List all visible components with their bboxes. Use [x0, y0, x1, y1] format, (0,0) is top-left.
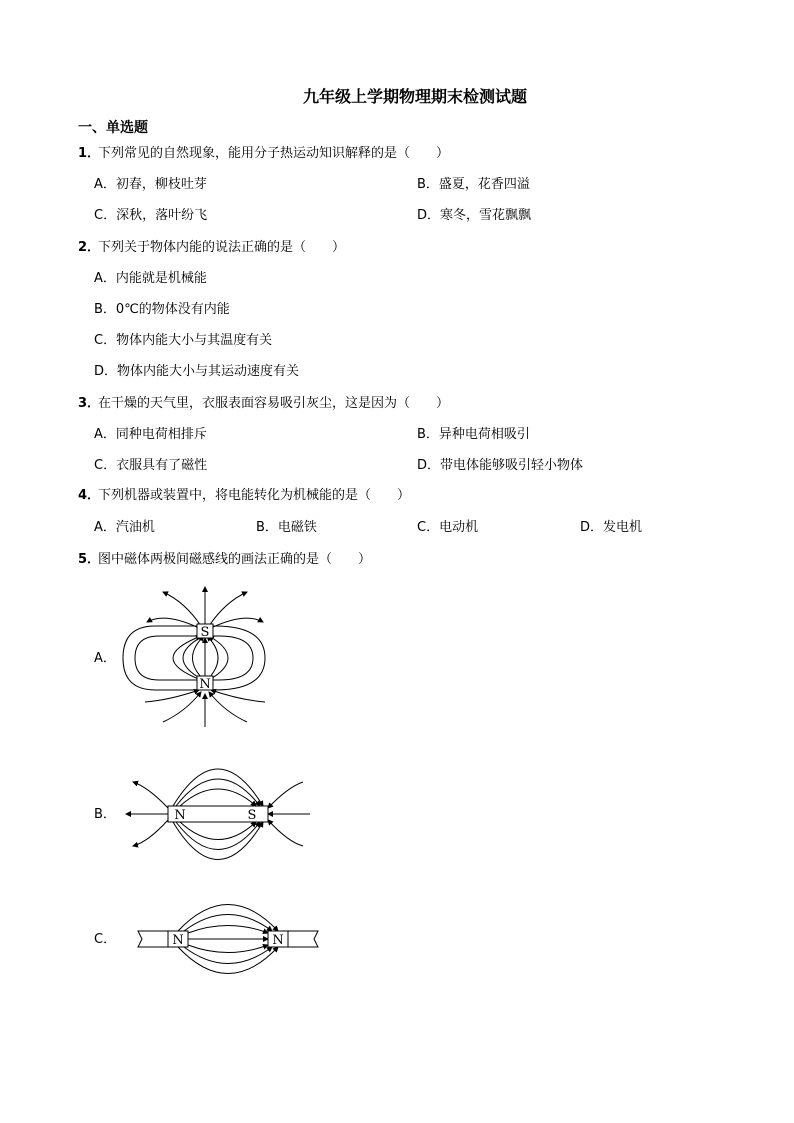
option-a: A．初春，柳枝吐芽	[94, 177, 207, 192]
question-number: 2．	[78, 240, 101, 255]
page-title: 九年级上学期物理期末检测试题	[302, 87, 527, 106]
pole-label-top: S	[200, 625, 210, 640]
option-a: A．同种电荷相排斥	[94, 427, 207, 442]
question-stem: 下列机器或装置中，将电能转化为机械能的是（ ）	[98, 488, 411, 503]
option-c: C．电动机	[417, 520, 479, 535]
magnet-inner	[135, 636, 201, 680]
question-number: 5．	[78, 552, 101, 567]
question-number: 4．	[78, 488, 101, 503]
figure-b-bar-magnet	[118, 742, 318, 892]
option-c-label: C．	[94, 932, 117, 947]
option-b: B．异种电荷相吸引	[417, 427, 530, 442]
option-d: D．寒冬，雪花飘飘	[417, 208, 532, 223]
option-a-label: A．	[94, 651, 116, 666]
pole-label-left: N	[174, 808, 186, 823]
figure-a-horseshoe-magnet	[115, 582, 275, 732]
question-stem: 图中磁体两极间磁感线的画法正确的是（ ）	[98, 552, 372, 567]
option-b-label: B．	[94, 807, 116, 822]
option-b: B．盛夏，花香四溢	[417, 177, 530, 192]
option-b: B．电磁铁	[256, 520, 317, 535]
option-d: D．物体内能大小与其运动速度有关	[94, 364, 300, 379]
option-c: C．深秋，落叶纷飞	[94, 208, 208, 223]
option-d: D．发电机	[580, 520, 643, 535]
option-a: A．汽油机	[94, 520, 155, 535]
option-c: C．衣服具有了磁性	[94, 458, 208, 473]
option-a: A．内能就是机械能	[94, 271, 207, 286]
question-stem: 在干燥的天气里，衣服表面容易吸引灰尘，这是因为（ ）	[98, 396, 450, 411]
pole-label-right: N	[272, 933, 284, 948]
pole-label-right: S	[247, 808, 257, 823]
figure-c-two-magnets	[132, 893, 322, 988]
question-stem: 下列关于物体内能的说法正确的是（ ）	[98, 240, 346, 255]
question-number: 3．	[78, 396, 101, 411]
pole-label-bottom: N	[199, 677, 211, 692]
section-heading: 一、单选题	[78, 120, 148, 136]
pole-label-left: N	[172, 933, 184, 948]
question-stem: 下列常见的自然现象，能用分子热运动知识解释的是（ ）	[98, 146, 450, 161]
option-d: D．带电体能够吸引轻小物体	[417, 458, 584, 473]
question-number: 1．	[78, 146, 101, 161]
option-b: B．0℃的物体没有内能	[94, 302, 230, 317]
option-c: C．物体内能大小与其温度有关	[94, 333, 273, 348]
